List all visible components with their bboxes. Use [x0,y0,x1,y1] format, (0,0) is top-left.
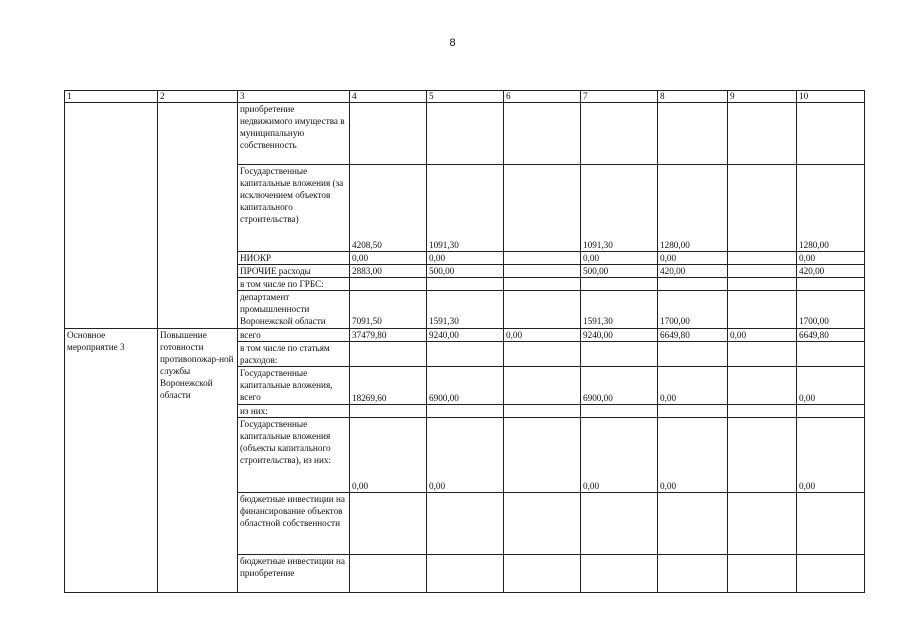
value-cell [427,341,504,366]
value-cell [504,366,581,404]
value-cell: 18269,60 [350,366,427,404]
table-row [65,328,865,341]
page-number: 8 [449,37,456,49]
value-cell: 6649,80 [797,328,865,341]
value-cell: 0,00 [350,417,427,492]
header-cell: 2 [158,91,238,103]
value-cell: 7091,50 [350,291,427,328]
header-cell: 4 [350,91,427,103]
header-row [65,91,865,103]
value-cell [658,554,728,592]
value-cell [350,103,427,165]
value-cell: 37479,80 [350,328,427,341]
header-cell: 6 [504,91,581,103]
value-cell [504,341,581,366]
row-label: Государственные капитальные вложения (за исключением объектов капитального строительства) [238,165,350,252]
value-cell [797,341,865,366]
value-cell [581,492,658,554]
value-cell [797,103,865,165]
value-cell [581,103,658,165]
value-cell [728,291,797,328]
value-cell [728,341,797,366]
value-cell [581,278,658,291]
value-cell: 1700,00 [658,291,728,328]
value-cell [728,265,797,278]
value-cell [797,554,865,592]
value-cell [350,492,427,554]
value-cell: 6649,80 [658,328,728,341]
value-cell: 1700,00 [797,291,865,328]
value-cell: 9240,00 [581,328,658,341]
value-cell [728,278,797,291]
value-cell: 1280,00 [658,165,728,252]
value-cell: 0,00 [350,252,427,265]
blank-cell [65,103,158,329]
value-cell [504,404,581,417]
value-cell [797,278,865,291]
value-cell: 0,00 [658,252,728,265]
value-cell [658,404,728,417]
value-cell: 1591,30 [427,291,504,328]
budget-table [64,90,865,593]
row-label: приобретение недвижимого имущества в муниципальную собственность [238,103,350,165]
header-cell: 8 [658,91,728,103]
value-cell: 4208,50 [350,165,427,252]
measure-name: Основное мероприятие 3 [65,328,158,592]
value-cell [728,103,797,165]
value-cell: 0,00 [427,252,504,265]
value-cell [427,554,504,592]
value-cell [504,291,581,328]
value-cell: 1280,00 [797,165,865,252]
value-cell: 1091,30 [581,165,658,252]
value-cell: 500,00 [427,265,504,278]
value-cell: 2883,00 [350,265,427,278]
row-label: Государственные капитальные вложения, всего [238,366,350,404]
row-label: в том числе по статьям расходов: [238,341,350,366]
row-label: всего [238,328,350,341]
header-cell: 7 [581,91,658,103]
header-cell: 5 [427,91,504,103]
value-cell: 0,00 [658,366,728,404]
value-cell [504,492,581,554]
value-cell [658,103,728,165]
value-cell [427,103,504,165]
value-cell [350,404,427,417]
row-label: из них: [238,404,350,417]
measure-description: Повышение готовности противопожар-ной службы Воронежской области [158,328,238,592]
value-cell [350,278,427,291]
blank-cell [158,103,238,329]
value-cell [728,252,797,265]
value-cell: 0,00 [427,417,504,492]
value-cell [350,341,427,366]
value-cell [427,404,504,417]
value-cell [728,492,797,554]
value-cell: 9240,00 [427,328,504,341]
value-cell [728,404,797,417]
value-cell [797,404,865,417]
value-cell: 0,00 [504,328,581,341]
header-cell: 10 [797,91,865,103]
value-cell [658,492,728,554]
value-cell: 0,00 [581,252,658,265]
value-cell [350,554,427,592]
row-label: НИОКР [238,252,350,265]
value-cell [581,404,658,417]
row-label: в том числе по ГРБС: [238,278,350,291]
value-cell [504,265,581,278]
row-label: Государственные капитальные вложения (объекты капитального строительства), из них: [238,417,350,492]
value-cell [504,278,581,291]
header-cell: 3 [238,91,350,103]
value-cell: 0,00 [728,328,797,341]
row-label: департамент промышленности Воронежской области [238,291,350,328]
value-cell: 6900,00 [427,366,504,404]
row-label: бюджетные инвестиции на приобретение [238,554,350,592]
value-cell [728,165,797,252]
value-cell [728,554,797,592]
value-cell [427,492,504,554]
value-cell [581,341,658,366]
value-cell: 1091,30 [427,165,504,252]
value-cell: 420,00 [797,265,865,278]
value-cell: 0,00 [658,417,728,492]
value-cell: 500,00 [581,265,658,278]
value-cell: 1591,30 [581,291,658,328]
value-cell [504,417,581,492]
value-cell: 0,00 [797,366,865,404]
value-cell [658,278,728,291]
value-cell [504,165,581,252]
value-cell: 6900,00 [581,366,658,404]
value-cell [658,341,728,366]
value-cell [728,366,797,404]
value-cell: 0,00 [797,252,865,265]
header-cell: 9 [728,91,797,103]
value-cell [728,417,797,492]
row-label: бюджетные инвестиции на финансирование объектов областной собственности [238,492,350,554]
table-row [65,103,865,165]
header-cell: 1 [65,91,158,103]
value-cell: 0,00 [797,417,865,492]
value-cell [504,252,581,265]
row-label: ПРОЧИЕ расходы [238,265,350,278]
value-cell [797,492,865,554]
value-cell: 420,00 [658,265,728,278]
value-cell [581,554,658,592]
value-cell [504,554,581,592]
value-cell [427,278,504,291]
value-cell [504,103,581,165]
value-cell: 0,00 [581,417,658,492]
